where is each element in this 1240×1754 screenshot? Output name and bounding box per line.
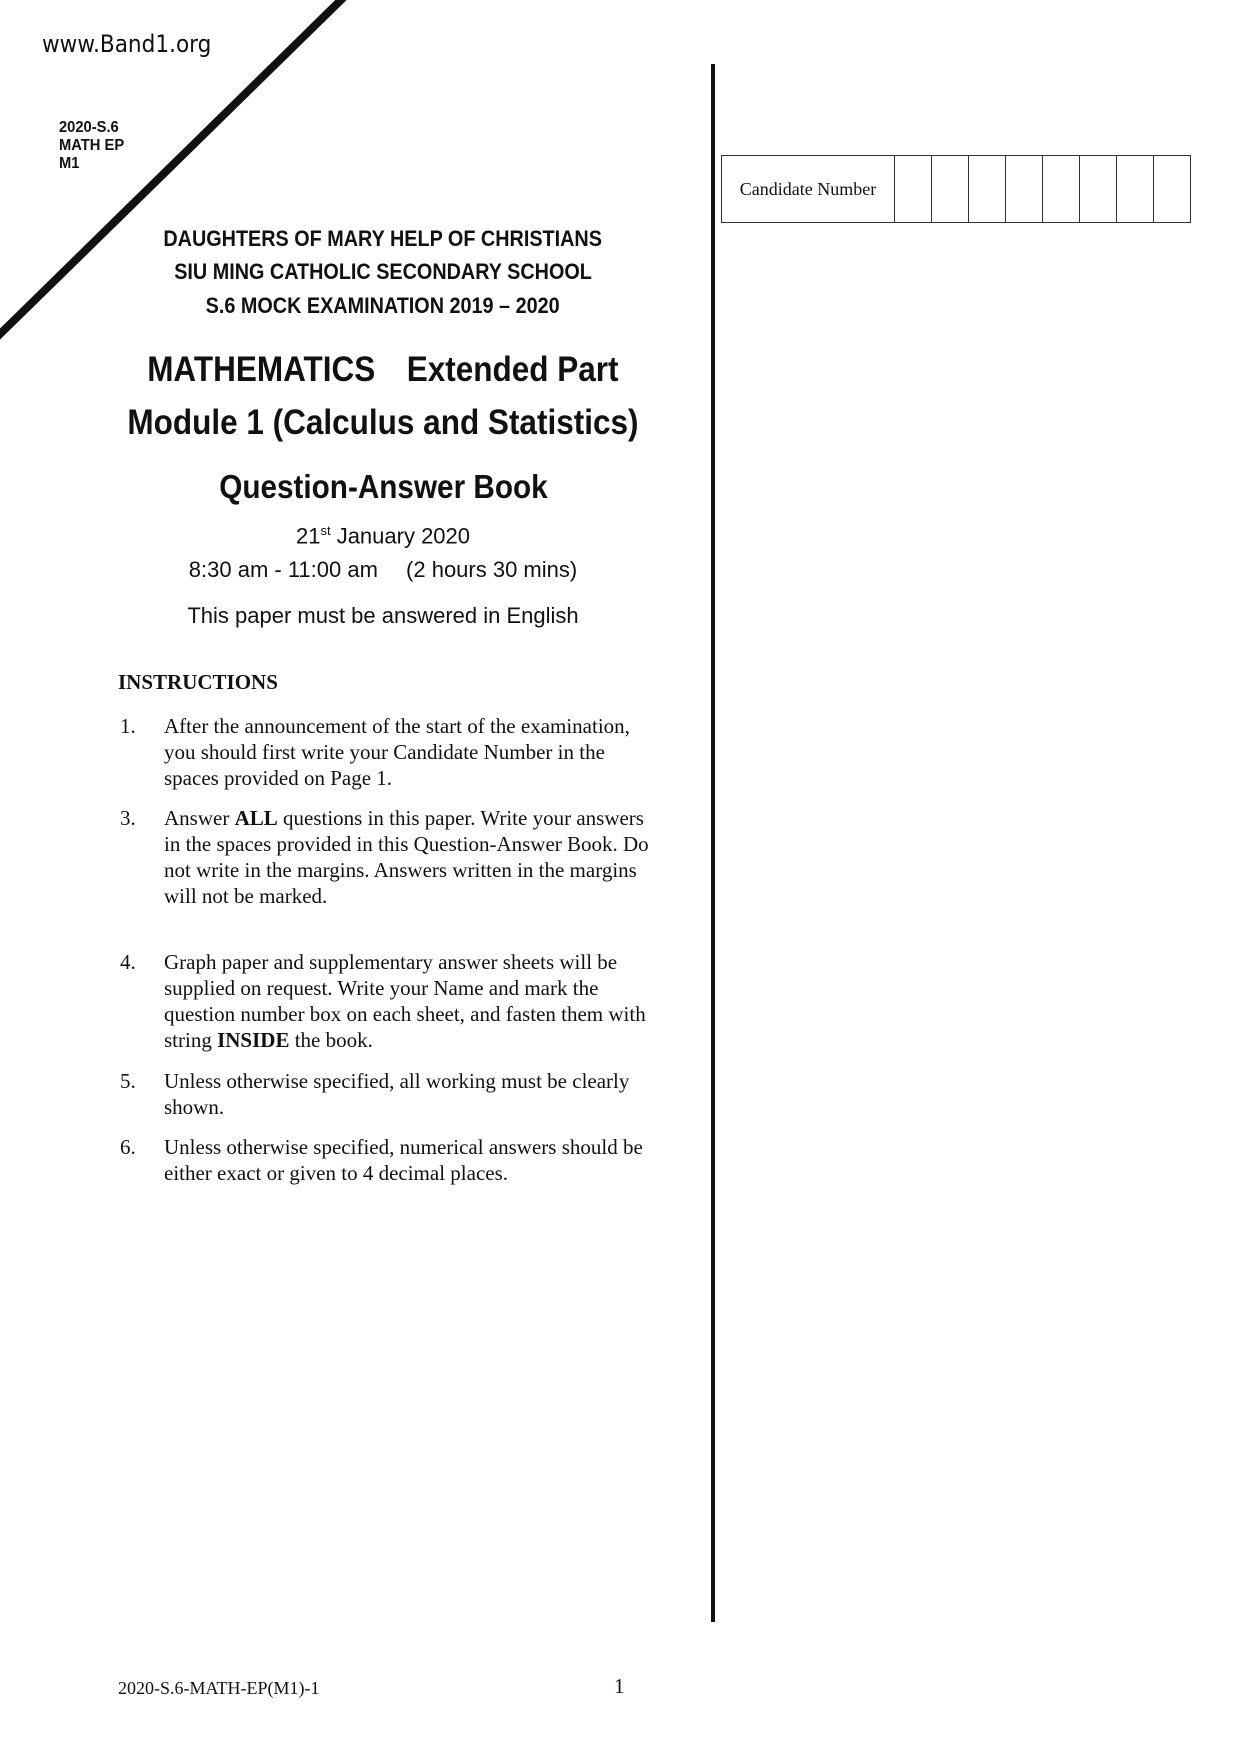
instruction-item: 3. Answer ALL questions in this paper. Write your answers in the spaces provided in this Question-Answer Book. Do not write in the margins. Answers written in the margins will not be marked. (120, 806, 649, 908)
candidate-digit-cell[interactable] (1006, 156, 1043, 222)
language-note: This paper must be answered in English (187, 603, 579, 628)
candidate-digit-cell[interactable] (932, 156, 969, 222)
instruction-item: 1. After the announcement of the start of the examination, you should first write your Candidate Number in the spaces provided on Page 1. (120, 714, 630, 790)
footer-paper-code: 2020-S.6-MATH-EP(M1)-1 (118, 1678, 320, 1698)
candidate-digit-cell[interactable] (1154, 156, 1190, 222)
school-line-1: DAUGHTERS OF MARY HELP OF CHRISTIANS (163, 226, 603, 251)
paper-code (59, 119, 130, 173)
candidate-digit-cell[interactable] (969, 156, 1006, 222)
candidate-number-box (721, 155, 1191, 223)
instruction-item: 4. Graph paper and supplementary answer sheets will be supplied on request. Write your Name and mark the question number box on each sheet, and fasten them with string INSIDE the book. (120, 950, 646, 1052)
watermark-text: www.Band1.org (42, 30, 212, 58)
paper-code-line: MATH EP (59, 137, 125, 154)
candidate-number-label: Candidate Number (722, 156, 895, 222)
candidate-digit-cell[interactable] (1043, 156, 1080, 222)
book-title: Question-Answer Book (218, 468, 548, 505)
candidate-digit-cell[interactable] (895, 156, 932, 222)
subject-title: MATHEMATICS Extended Part (147, 350, 619, 389)
candidate-digit-cell[interactable] (1080, 156, 1117, 222)
exam-date: 21st January 2020 (295, 523, 471, 549)
instruction-item: 6. Unless otherwise specified, numerical answers should be either exact or given to 4 decimal places. (120, 1135, 643, 1185)
page-number: 1 (614, 1674, 625, 1698)
paper-code-line: M1 (59, 155, 80, 172)
module-title: Module 1 (Calculus and Statistics) (127, 403, 639, 442)
margin-rule (711, 64, 715, 1622)
candidate-digit-cell[interactable] (1117, 156, 1154, 222)
exam-title: S.6 MOCK EXAMINATION 2019 – 2020 (206, 293, 560, 318)
exam-time: 8:30 am - 11:00 am (2 hours 30 mins) (188, 557, 578, 582)
instruction-item: 5. Unless otherwise specified, all working must be clearly shown. (120, 1069, 630, 1119)
instructions-heading: INSTRUCTIONS (118, 670, 278, 694)
school-line-2: SIU MING CATHOLIC SECONDARY SCHOOL (174, 259, 592, 284)
paper-code-line: 2020-S.6 (59, 119, 119, 136)
